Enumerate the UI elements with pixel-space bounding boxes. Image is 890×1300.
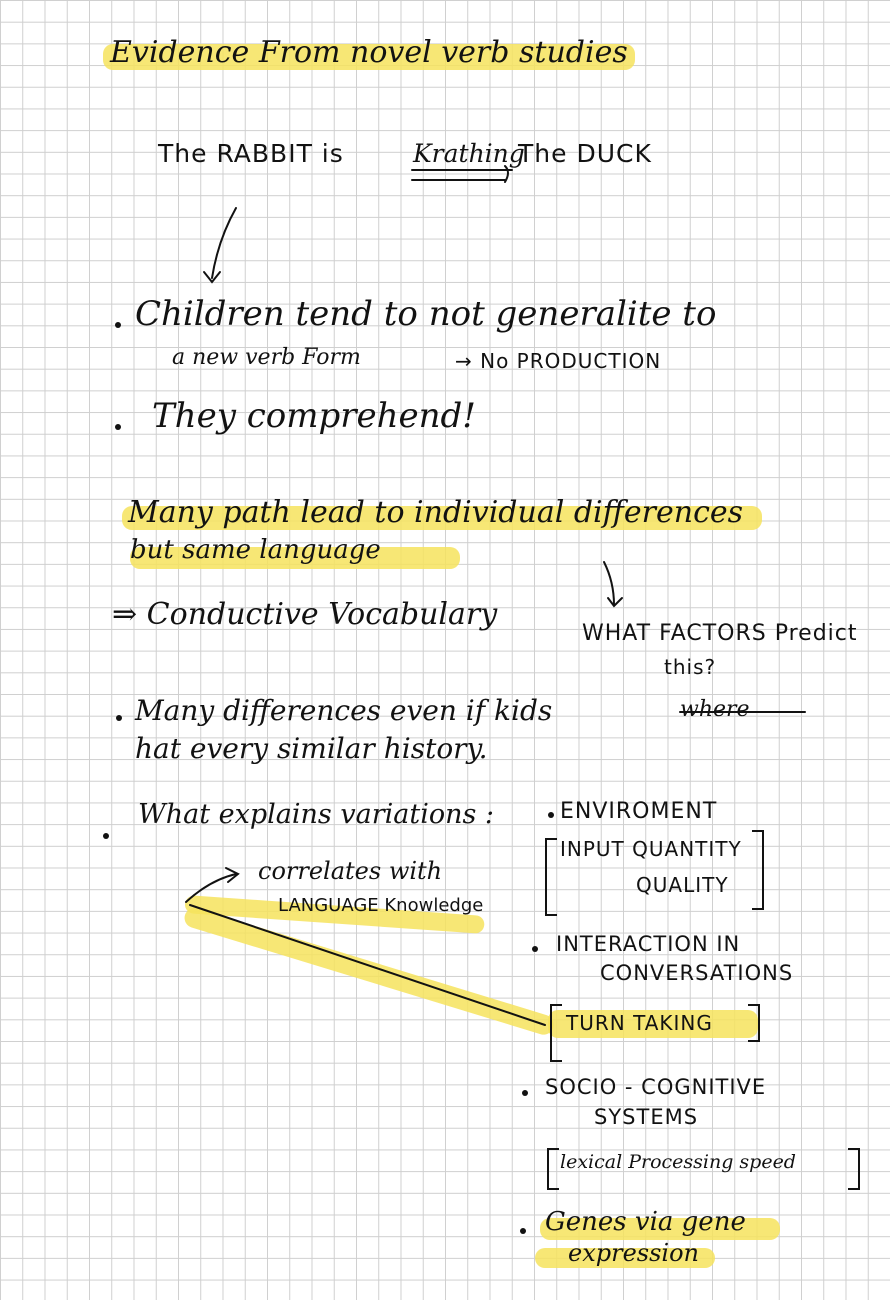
factor-socio-detail: lexical Processing speed xyxy=(560,1151,796,1173)
bracket-right xyxy=(752,830,764,910)
bullet xyxy=(103,833,109,839)
bullet-novel-1-result: → No PRODUCTION xyxy=(455,349,662,373)
section-heading-line1: Many path lead to individual differences xyxy=(128,495,744,530)
page-title: Evidence From novel verb studies xyxy=(110,35,628,70)
bullet xyxy=(548,812,554,818)
factor-environment-detail2: QUALITY xyxy=(636,873,729,897)
turn-taking-link xyxy=(190,905,545,1025)
question-arrow-head xyxy=(608,598,622,606)
verb-pointer xyxy=(505,166,508,182)
factor-interaction-title1: INTERACTION IN xyxy=(556,932,741,956)
correlates-arrow xyxy=(186,874,236,902)
factor-environment-title: ENVIROMENT xyxy=(560,799,718,824)
factor-interaction-title2: CONVERSATIONS xyxy=(600,961,794,985)
example-subject: The RABBIT is xyxy=(158,139,344,168)
conductive-vocabulary: ⇒ Conductive Vocabulary xyxy=(112,597,498,632)
bracket-right xyxy=(848,1148,860,1190)
factor-genes-title2: expression xyxy=(568,1239,699,1267)
factor-genes-title1: Genes via gene xyxy=(545,1207,746,1237)
bullet xyxy=(115,424,121,430)
bullet-diff-1-line2: hat every similar history. xyxy=(135,732,488,765)
verb-arrow xyxy=(212,208,236,278)
factor-socio-title1: SOCIO - COGNITIVE xyxy=(545,1075,767,1099)
section-heading-line2: but same language xyxy=(130,535,381,565)
bracket-left xyxy=(547,1148,559,1190)
example-object: The DUCK xyxy=(518,139,652,168)
correlates-line1: correlates with xyxy=(258,857,443,885)
bullet xyxy=(116,715,122,721)
bullet-novel-1-line2: a new verb Form xyxy=(172,345,361,370)
bullet-diff-2: What explains variations : xyxy=(138,799,495,830)
bracket-left xyxy=(550,1004,562,1062)
question-line2: this? xyxy=(664,655,717,679)
bullet xyxy=(522,1090,528,1096)
bracket-right xyxy=(748,1004,760,1042)
bullet-novel-1-line1: Children tend to not generalite to xyxy=(135,294,717,334)
factor-interaction-detail: TURN TAKING xyxy=(566,1011,713,1035)
struck-word: where xyxy=(680,697,750,722)
bracket-left xyxy=(545,838,557,916)
question-line1: WHAT FACTORS Predict xyxy=(582,621,858,646)
factor-environment-detail1: INPUT QUANTITY xyxy=(560,837,742,861)
bullet-novel-2: They comprehend! xyxy=(152,396,476,436)
bullet-diff-1-line1: Many differences even if kids xyxy=(135,694,553,727)
example-verb: Krathing xyxy=(413,139,525,168)
correlates-line2: LANGUAGE Knowledge xyxy=(278,895,484,916)
bullet xyxy=(520,1228,526,1234)
bullet xyxy=(532,946,538,952)
bullet xyxy=(115,322,121,328)
factor-socio-title2: SYSTEMS xyxy=(594,1105,699,1129)
